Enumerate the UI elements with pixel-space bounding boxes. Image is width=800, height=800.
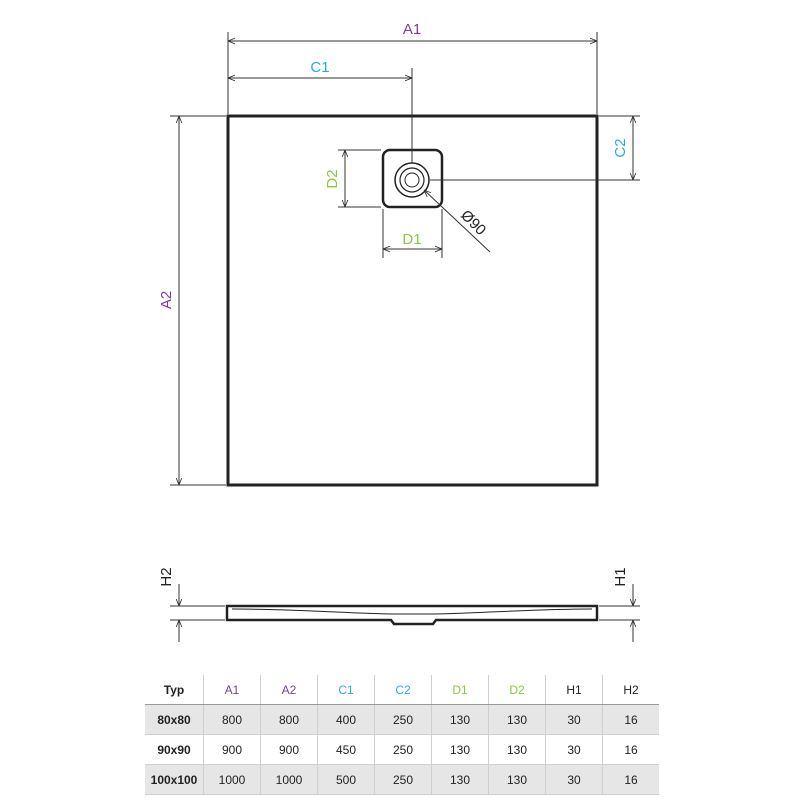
tray-top-view — [228, 116, 597, 485]
label-h1: H1 — [612, 567, 629, 587]
label-h2: H2 — [158, 567, 175, 587]
tray-side-view — [227, 606, 597, 624]
table-cell: 450 — [318, 735, 375, 765]
label-a1: A1 — [402, 21, 422, 38]
table-cell: 130 — [489, 765, 546, 795]
table-cell: 16 — [603, 705, 660, 735]
column-header-c2: C2 — [375, 675, 432, 705]
label-c2: C2 — [612, 138, 629, 158]
table-cell: 16 — [603, 735, 660, 765]
table-cell: 130 — [489, 705, 546, 735]
table-cell: 130 — [432, 735, 489, 765]
table-cell-type: 100x100 — [145, 765, 204, 795]
table-cell-type: 80x80 — [145, 705, 204, 735]
column-header-d2: D2 — [489, 675, 546, 705]
table-cell: 130 — [432, 765, 489, 795]
table-cell: 900 — [204, 735, 261, 765]
table-cell: 30 — [546, 735, 603, 765]
table-cell: 30 — [546, 765, 603, 795]
table-cell: 1000 — [204, 765, 261, 795]
table-cell: 130 — [489, 735, 546, 765]
table-cell: 800 — [204, 705, 261, 735]
table-cell: 30 — [546, 705, 603, 735]
column-header-h2: H2 — [603, 675, 660, 705]
table-cell: 130 — [432, 705, 489, 735]
table-cell: 1000 — [261, 765, 318, 795]
dimensions-table — [145, 675, 659, 795]
table-cell: 900 — [261, 735, 318, 765]
column-header-d1: D1 — [432, 675, 489, 705]
table-row — [145, 735, 659, 765]
table-cell: 500 — [318, 765, 375, 795]
table-cell: 800 — [261, 705, 318, 735]
column-header-c1: C1 — [318, 675, 375, 705]
label-drain-diameter: Ø90 — [457, 206, 490, 239]
label-d1: D1 — [402, 231, 422, 248]
label-d2: D2 — [324, 169, 341, 189]
table-row — [145, 705, 659, 735]
label-c1: C1 — [310, 59, 330, 76]
table-cell: 250 — [375, 705, 432, 735]
label-a2: A2 — [158, 290, 175, 310]
table-cell: 400 — [318, 705, 375, 735]
column-header-h1: H1 — [546, 675, 603, 705]
table-cell: 250 — [375, 735, 432, 765]
table-cell: 16 — [603, 765, 660, 795]
column-header-typ: Typ — [145, 675, 204, 705]
table-cell-type: 90x90 — [157, 742, 191, 757]
column-header-a2: A2 — [261, 675, 318, 705]
table-row — [145, 765, 659, 795]
table-header-row — [145, 675, 659, 705]
table-cell: 250 — [375, 765, 432, 795]
column-header-a1: A1 — [204, 675, 261, 705]
